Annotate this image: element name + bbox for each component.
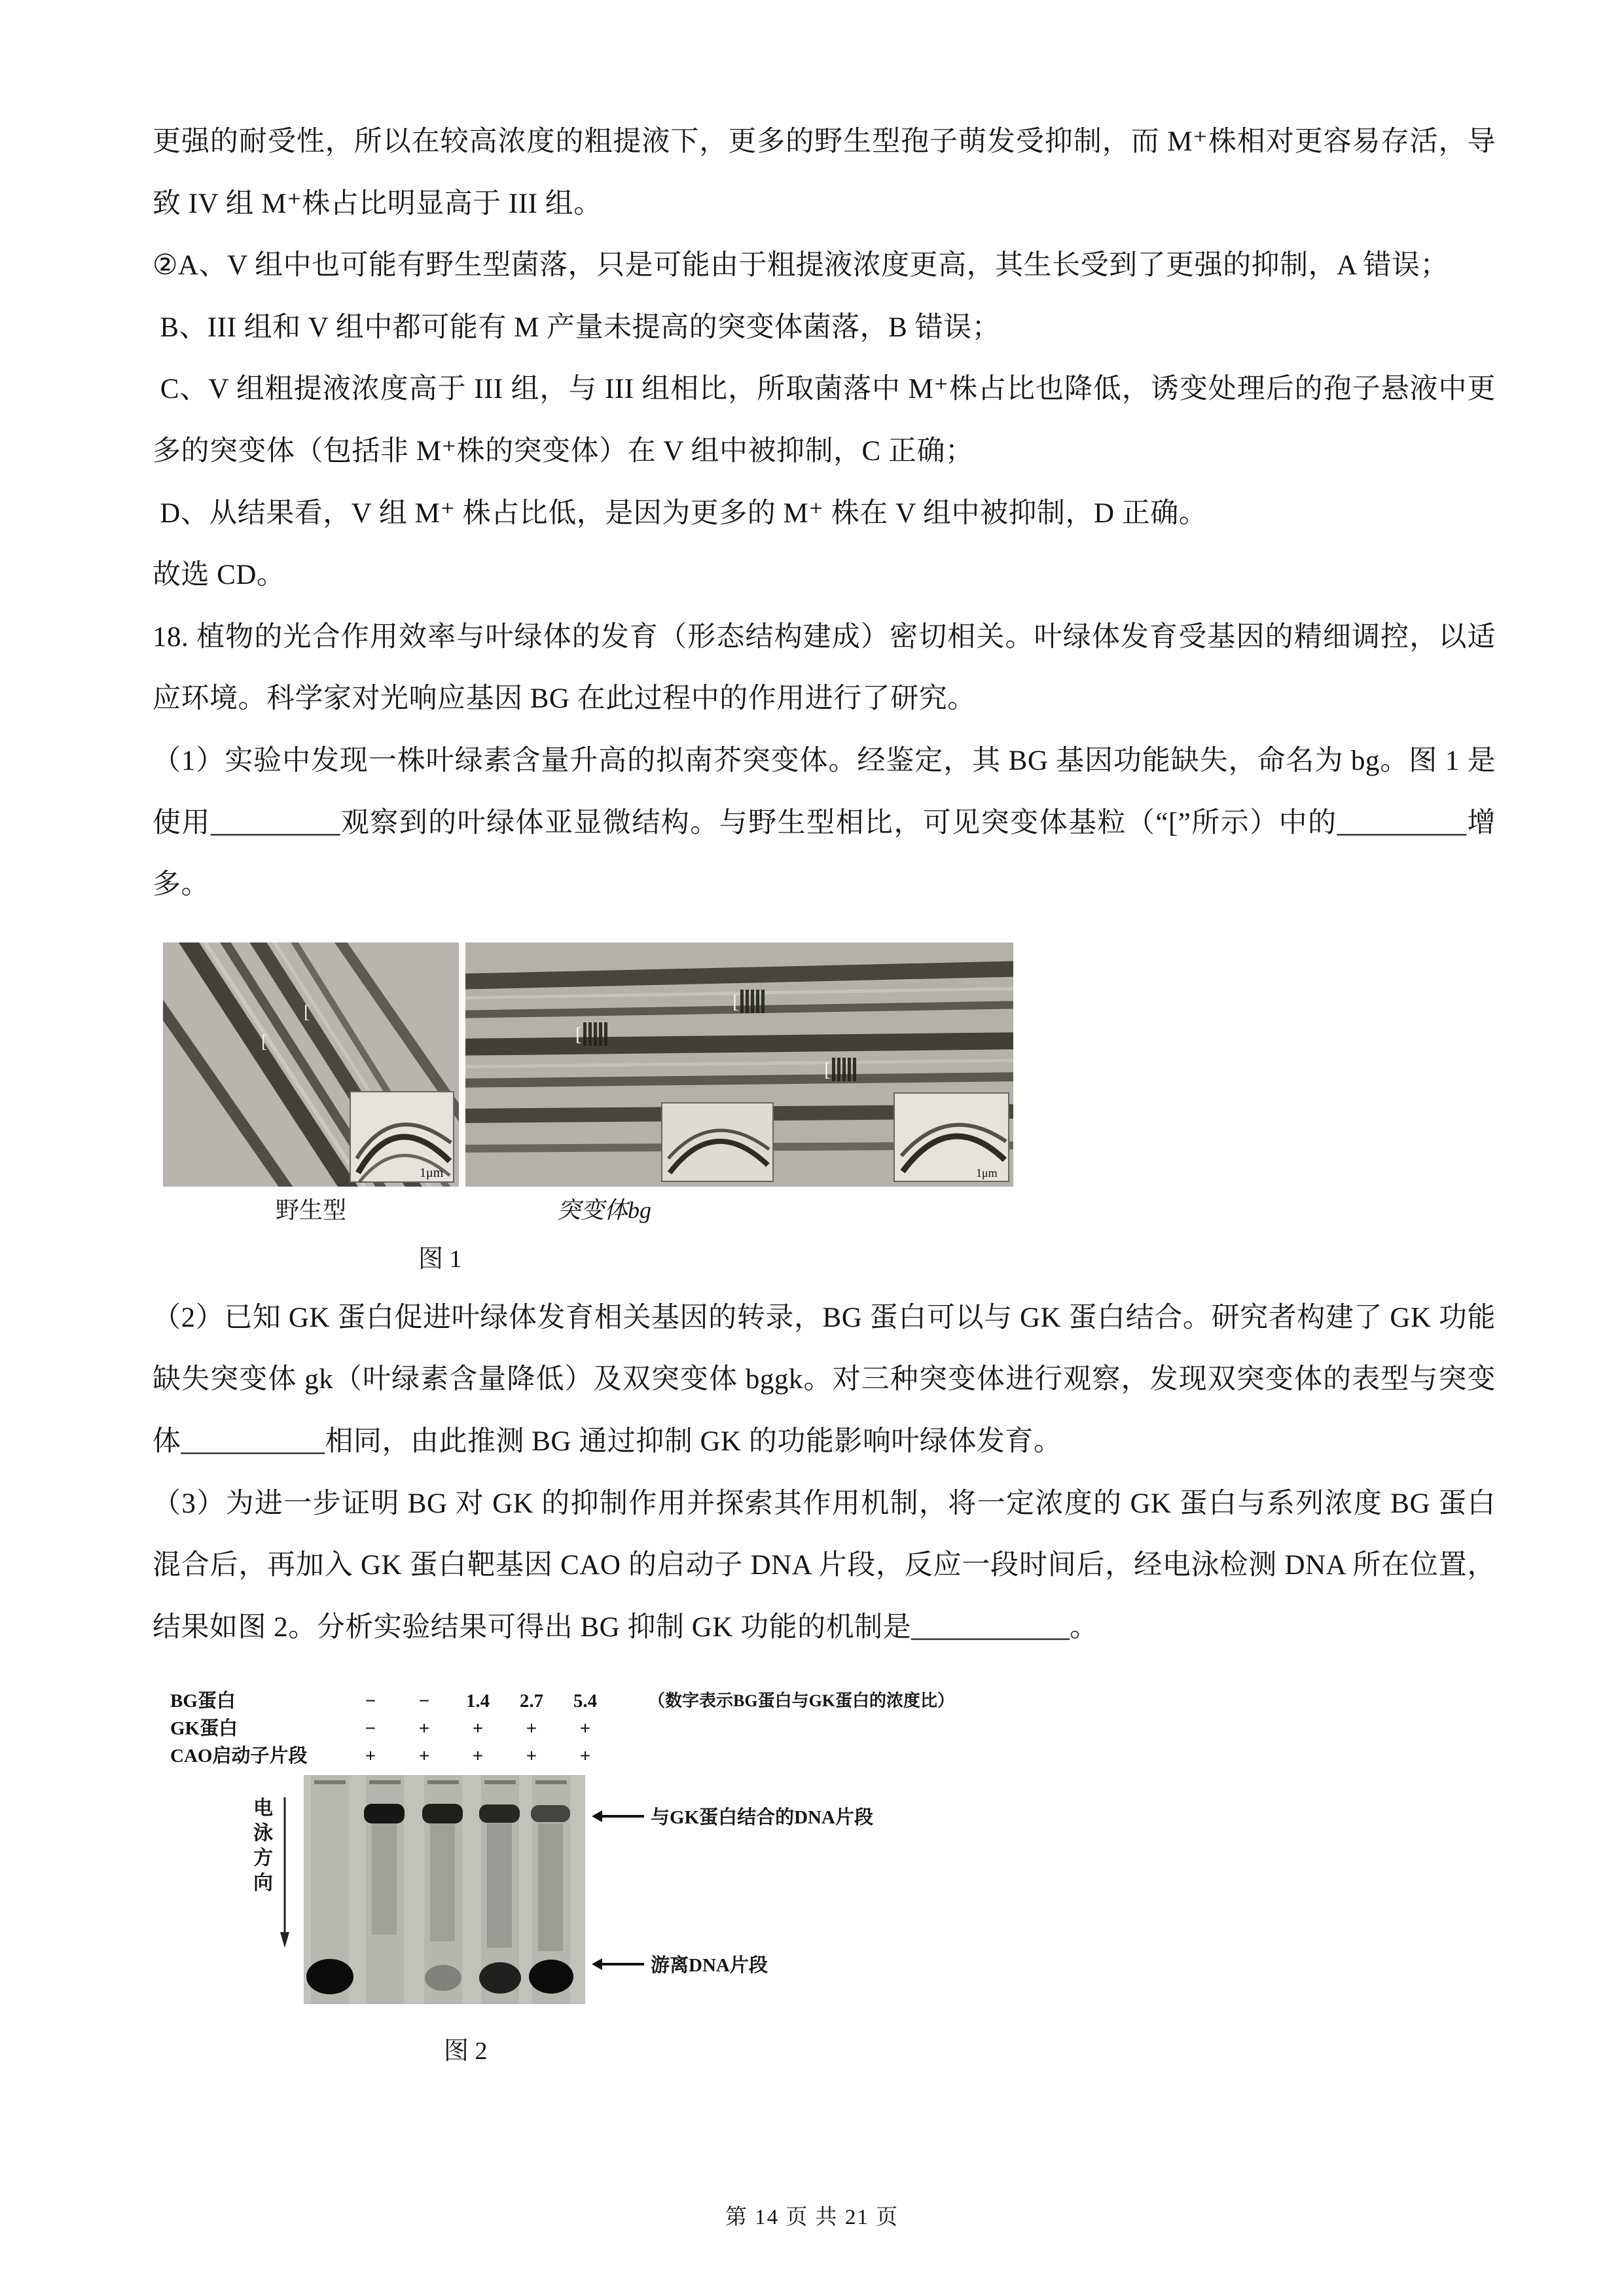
gel-condition-row-gk	[170, 1715, 1496, 1742]
electrophoresis-direction	[246, 1797, 291, 1949]
figure-1-labels	[163, 1192, 1496, 1225]
question-18-part3: （3）为进一步证明 BG 对 GK 的抑制作用并探索其作用机制，将一定浓度的 GK 蛋白与系列浓度 BG 蛋白混合后，再加入 GK 蛋白靶基因 CAO 的启动子 DNA 片段，反应一段时间后，经电泳检测 DNA 所在位置，结果如图 2。分析实验结果可得出 BG 抑制 GK 功能的机制是___________。	[153, 1488, 1496, 1643]
scale-bar-label: 1μm	[420, 1165, 444, 1180]
gel-condition-row-cao	[170, 1742, 1496, 1770]
row-label-cao-promoter: CAO启动子片段	[170, 1746, 308, 1767]
document-content	[153, 111, 1496, 2080]
lane-value: +	[472, 1718, 484, 1740]
grana-bracket-mark: [	[575, 1023, 582, 1045]
lane-value: +	[526, 1746, 537, 1767]
wild-type-micrograph	[163, 942, 459, 1187]
lane-value: −	[418, 1691, 430, 1712]
row-label-bg-protein: BG蛋白	[170, 1691, 236, 1712]
lane-value: +	[526, 1718, 537, 1740]
mutant-micrograph	[465, 942, 1013, 1187]
lane-value: +	[418, 1746, 430, 1767]
figure-1	[163, 942, 1496, 1274]
left-arrow-icon	[592, 1957, 644, 1971]
answer-option-b: B、III 组和 V 组中都可能有 M 产量未提高的突变体菌落，B 错误；	[153, 312, 1001, 343]
row-label-gk-protein: GK蛋白	[170, 1718, 238, 1740]
lane-value: 1.4	[465, 1691, 490, 1712]
lane-value: +	[418, 1718, 430, 1740]
lane-value: +	[579, 1746, 591, 1767]
gel-image	[304, 1775, 585, 2004]
answer-conclusion: 故选 CD。	[153, 560, 285, 591]
down-arrow-icon	[279, 1797, 291, 1949]
figure-2-caption: 图 2	[444, 2037, 488, 2066]
grana-bracket-mark: [	[824, 1058, 831, 1081]
lane-value: 5.4	[573, 1691, 598, 1712]
grana-bracket-mark: [	[304, 1001, 310, 1022]
answer-option-d: D、从结果看，V 组 M⁺ 株占比低，是因为更多的 M⁺ 株在 V 组中被抑制，D 正确。	[153, 497, 1208, 529]
figure-1-caption: 图 1	[418, 1245, 462, 1273]
answer-text-continuation: 更强的耐受性，所以在较高浓度的粗提液下，更多的野生型孢子萌发受抑制，而 M⁺株相对更容易存活，导致 IV 组 M⁺株占比明显高于 III 组。	[153, 126, 1496, 219]
gel-condition-row-bg	[170, 1687, 1496, 1715]
page-footer: 第 14 页 共 21 页	[725, 2206, 899, 2229]
grana-bracket-mark: [	[261, 1031, 268, 1052]
lane-value: −	[365, 1718, 376, 1740]
concentration-ratio-note: （数字表示BG蛋白与GK蛋白的浓度比）	[648, 1691, 955, 1711]
question-18-intro: 18. 植物的光合作用效率与叶绿体的发育（形态结构建成）密切相关。叶绿体发育受基因的精细调控，以适应环境。科学家对光响应基因 BG 在此过程中的作用进行了研究。	[153, 621, 1496, 715]
lane-value: +	[365, 1746, 376, 1767]
wild-type-label: 野生型	[275, 1196, 346, 1223]
lane-value: +	[472, 1746, 484, 1767]
lane-value: +	[579, 1718, 591, 1740]
scale-bar-label: 1μm	[976, 1166, 998, 1179]
left-arrow-icon	[592, 1809, 644, 1823]
lane-value: 2.7	[519, 1691, 544, 1712]
free-dna-label: 游离DNA片段	[651, 1955, 768, 1977]
figure-1-panels	[163, 942, 1496, 1187]
electrophoresis-direction-label: 电泳方向	[250, 1797, 272, 1897]
question-18-part2: （2）已知 GK 蛋白促进叶绿体发育相关基因的转录，BG 蛋白可以与 GK 蛋白结合。研究者构建了 GK 功能缺失突变体 gk（叶绿素含量降低）及双突变体 bggk。对三种突变体进行观察，发现双突变体的表型与突变体__________相同，由此推测 BG 通过抑制 GK 的功能影响叶绿体发育。	[153, 1302, 1496, 1457]
free-dna-annotation	[592, 1950, 768, 1977]
bound-dna-label: 与GK蛋白结合的DNA片段	[651, 1807, 873, 1829]
figure-2	[170, 1687, 1496, 2080]
grana-bracket-mark: [	[732, 990, 739, 1013]
bound-dna-annotation	[592, 1803, 873, 1829]
answer-option-a: ②A、V 组中也可能有野生型菌落，只是可能由于粗提液浓度更高，其生长受到了更强的抑制，A 错误；	[153, 250, 1449, 281]
lane-value: −	[365, 1691, 376, 1712]
question-18-part1: （1）实验中发现一株叶绿素含量升高的拟南芥突变体。经鉴定，其 BG 基因功能缺失，命名为 bg。图 1 是使用_________观察到的叶绿体亚显微结构。与野生型相比，可见突变体基粒（“[”所示）中的_________增多。	[153, 745, 1496, 901]
answer-option-c: C、V 组粗提液浓度高于 III 组，与 III 组相比，所取菌落中 M⁺株占比也降低，诱变处理后的孢子悬液中更多的突变体（包括非 M⁺株的突变体）在 V 组中被抑制，C 正确；	[153, 374, 1496, 467]
mutant-label: 突变体bg	[557, 1196, 652, 1223]
